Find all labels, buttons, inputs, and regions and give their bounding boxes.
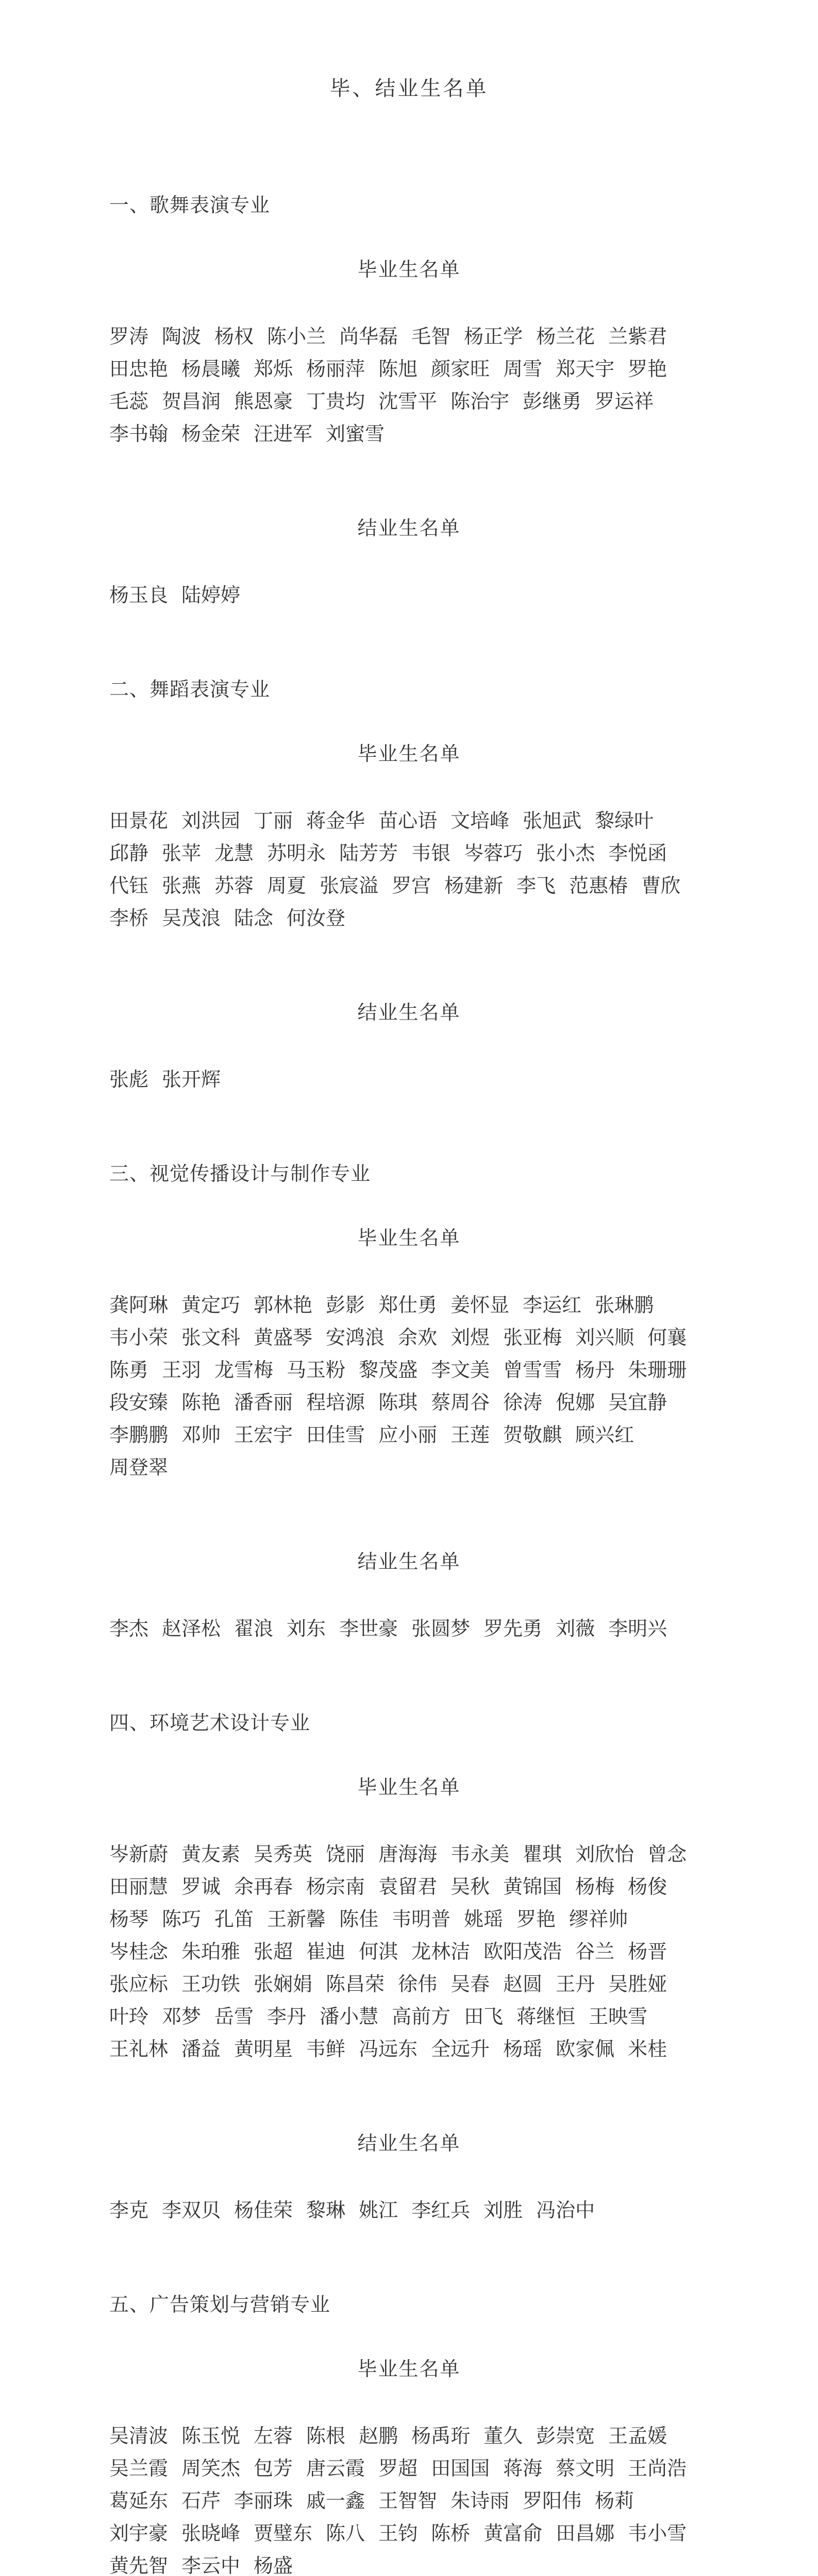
- student-name: 蔡周谷: [431, 1391, 490, 1414]
- student-name: 杨俊: [628, 1875, 667, 1898]
- student-name: 罗阳伟: [523, 2489, 582, 2512]
- student-name: 王莲: [450, 1423, 490, 1446]
- student-name: 朱珊珊: [628, 1359, 687, 1381]
- student-name: 颜家旺: [431, 358, 490, 380]
- student-name: 黄定巧: [181, 1294, 241, 1316]
- student-name: 张娴娟: [254, 1973, 313, 1995]
- student-name: 杨玉良: [109, 584, 169, 606]
- student-name: 张圆梦: [411, 1617, 471, 1640]
- student-name: 黎茂盛: [359, 1359, 418, 1381]
- student-name: 左蓉: [254, 2425, 293, 2447]
- section-heading: 二、舞蹈表演专业: [109, 678, 271, 701]
- student-name: 郭林艳: [254, 1294, 313, 1316]
- student-name: 罗涛: [109, 325, 149, 348]
- name-list: [109, 579, 709, 612]
- student-name: 韦永美: [450, 1843, 510, 1866]
- name-list: [109, 1063, 709, 1096]
- student-name: 段安臻: [109, 1391, 169, 1414]
- student-name: 杨丹: [575, 1359, 615, 1381]
- student-name: 黎琳: [306, 2199, 346, 2222]
- list-heading: 结业生名单: [357, 1550, 461, 1573]
- student-name: 李飞: [516, 874, 556, 897]
- student-name: 刘兴顺: [575, 1326, 635, 1349]
- student-name: 王孟媛: [608, 2425, 667, 2447]
- student-name: 郑烁: [254, 358, 293, 380]
- student-name: 毛智: [411, 325, 451, 348]
- student-name: 杨兰花: [536, 325, 595, 348]
- student-name: 杨莉: [595, 2489, 635, 2512]
- student-name: 黄盛琴: [254, 1326, 313, 1349]
- student-name: 张彪: [109, 1068, 149, 1091]
- student-name: 张旭武: [523, 809, 582, 832]
- sections-container: [109, 189, 709, 2576]
- student-name: 田佳雪: [306, 1423, 365, 1446]
- section-heading: 四、环境艺术设计专业: [109, 1711, 311, 1734]
- student-name: 张宸溢: [320, 874, 379, 897]
- student-name: 马玉粉: [287, 1359, 346, 1381]
- name-list: [109, 320, 709, 450]
- section-heading: 一、歌舞表演专业: [109, 194, 271, 216]
- student-name: 包芳: [254, 2457, 293, 2480]
- student-name: 黄先智: [109, 2554, 169, 2576]
- student-name: 邓梦: [162, 2005, 202, 2028]
- student-name: 应小丽: [378, 1423, 438, 1446]
- student-name: 石芹: [181, 2489, 221, 2512]
- student-name: 韦小雪: [628, 2522, 687, 2545]
- student-name: 张文科: [181, 1326, 241, 1349]
- student-name: 李鹏鹏: [109, 1423, 169, 1446]
- list-heading: 毕业生名单: [357, 1227, 461, 1249]
- student-name: 陈昌荣: [326, 1973, 385, 1995]
- student-name: 刘蜜雪: [326, 422, 385, 445]
- student-name: 张苹: [162, 842, 202, 865]
- student-name: 罗运祥: [595, 390, 654, 413]
- student-name: 丁丽: [254, 809, 293, 832]
- student-name: 刘胜: [483, 2199, 523, 2222]
- major-section: [109, 2289, 709, 2576]
- student-name: 蔡文明: [556, 2457, 615, 2480]
- student-name: 吴秋: [450, 1875, 490, 1898]
- student-name: 冯远东: [359, 2038, 418, 2060]
- student-name: 陈艳: [181, 1391, 221, 1414]
- student-name: 罗艳: [516, 1908, 556, 1930]
- student-name: 周笑杰: [181, 2457, 241, 2480]
- student-name: 全远升: [431, 2038, 490, 2060]
- student-name: 李运红: [523, 1294, 582, 1316]
- student-name: 郑天宇: [556, 358, 615, 380]
- student-name: 何襄: [647, 1326, 687, 1349]
- student-name: 张晓峰: [181, 2522, 241, 2545]
- student-name: 程培源: [306, 1391, 365, 1414]
- student-name: 杨琴: [109, 1908, 149, 1930]
- student-name: 吴兰霞: [109, 2457, 169, 2480]
- major-section: [109, 1158, 709, 1645]
- student-name: 邱静: [109, 842, 149, 865]
- student-name: 代钰: [109, 874, 149, 897]
- student-name: 张小杰: [536, 842, 595, 865]
- student-name: 赵泽松: [162, 1617, 221, 1640]
- student-name: 张应标: [109, 1973, 169, 1995]
- student-name: 杨梅: [575, 1875, 615, 1898]
- student-name: 田丽慧: [109, 1875, 169, 1898]
- student-name: 李丽珠: [234, 2489, 293, 2512]
- student-name: 李丹: [267, 2005, 307, 2028]
- student-name: 龚阿琳: [109, 1294, 169, 1316]
- list-heading: 毕业生名单: [357, 2358, 461, 2380]
- student-name: 熊恩豪: [234, 390, 293, 413]
- name-list: [109, 2420, 709, 2576]
- major-section: [109, 189, 709, 612]
- student-name: 陈勇: [109, 1359, 149, 1381]
- student-name: 欧阳茂浩: [483, 1940, 562, 1963]
- student-name: 王功铁: [181, 1973, 241, 1995]
- student-name: 董久: [483, 2425, 523, 2447]
- student-name: 罗艳: [628, 358, 667, 380]
- student-name: 陈巧: [162, 1908, 202, 1930]
- student-name: 杨禹珩: [411, 2425, 471, 2447]
- student-name: 岑新蔚: [109, 1843, 169, 1866]
- student-name: 袁留君: [378, 1875, 438, 1898]
- student-name: 蒋海: [503, 2457, 543, 2480]
- student-name: 吴春: [450, 1973, 490, 1995]
- list-heading: 毕业生名单: [357, 258, 461, 281]
- student-name: 李明兴: [608, 1617, 667, 1640]
- student-name: 田飞: [464, 2005, 504, 2028]
- student-name: 郑仕勇: [378, 1294, 438, 1316]
- student-name: 岑蓉巧: [464, 842, 523, 865]
- name-list: [109, 2194, 709, 2227]
- student-name: 曹欣: [641, 874, 681, 897]
- list-heading: 结业生名单: [357, 1001, 461, 1024]
- list-heading: 毕业生名单: [357, 742, 461, 765]
- student-name: 蒋继恒: [516, 2005, 576, 2028]
- student-name: 徐伟: [398, 1973, 438, 1995]
- student-name: 李悦函: [608, 842, 667, 865]
- student-name: 黎绿叶: [595, 809, 654, 832]
- section-heading: 五、广告策划与营销专业: [109, 2293, 331, 2316]
- student-name: 张琳鹏: [595, 1294, 654, 1316]
- student-name: 黄富俞: [483, 2522, 543, 2545]
- student-name: 罗诚: [181, 1875, 221, 1898]
- student-name: 姚瑶: [464, 1908, 504, 1930]
- student-name: 杨建新: [444, 874, 504, 897]
- student-name: 韦小荣: [109, 1326, 169, 1349]
- student-name: 杨权: [214, 325, 254, 348]
- student-name: 龙林洁: [411, 1940, 471, 1963]
- student-name: 蒋金华: [306, 809, 365, 832]
- student-name: 尚华磊: [339, 325, 398, 348]
- student-name: 吴茂浪: [162, 907, 221, 929]
- student-name: 周雪: [503, 358, 543, 380]
- student-name: 戚一鑫: [306, 2489, 365, 2512]
- student-name: 曾念: [647, 1843, 687, 1866]
- list-heading: 结业生名单: [357, 2132, 461, 2155]
- student-name: 吴清波: [109, 2425, 169, 2447]
- student-name: 杨丽萍: [306, 358, 365, 380]
- student-name: 顾兴红: [575, 1423, 635, 1446]
- student-name: 杨佳荣: [234, 2199, 293, 2222]
- student-name: 李世豪: [339, 1617, 398, 1640]
- student-name: 陈旭: [378, 358, 418, 380]
- student-name: 李桥: [109, 907, 149, 929]
- student-name: 龙慧: [214, 842, 254, 865]
- student-name: 贺昌润: [162, 390, 221, 413]
- student-name: 高前方: [392, 2005, 451, 2028]
- student-name: 韦鲜: [306, 2038, 346, 2060]
- student-name: 杨盛: [254, 2554, 293, 2576]
- student-name: 田忠艳: [109, 358, 169, 380]
- student-name: 陶波: [162, 325, 202, 348]
- student-name: 韦银: [411, 842, 451, 865]
- name-list: [109, 1613, 709, 1645]
- student-name: 杨宗南: [306, 1875, 365, 1898]
- student-name: 谷兰: [575, 1940, 615, 1963]
- section-heading: 三、视觉传播设计与制作专业: [109, 1162, 371, 1185]
- student-name: 陈佳: [339, 1908, 379, 1930]
- student-name: 朱珀雅: [181, 1940, 241, 1963]
- student-name: 潘小慧: [320, 2005, 379, 2028]
- student-name: 邓帅: [181, 1423, 221, 1446]
- student-name: 何汝登: [287, 907, 346, 929]
- student-name: 张燕: [162, 874, 202, 897]
- student-name: 吴秀英: [254, 1843, 313, 1866]
- student-name: 张开辉: [162, 1068, 221, 1091]
- student-name: 朱诗雨: [450, 2489, 510, 2512]
- student-name: 岳雪: [214, 2005, 254, 2028]
- list-heading: 毕业生名单: [357, 1776, 461, 1799]
- student-name: 李克: [109, 2199, 149, 2222]
- student-name: 罗先勇: [483, 1617, 543, 1640]
- student-name: 王礼林: [109, 2038, 169, 2060]
- student-name: 赵圆: [503, 1973, 543, 1995]
- student-name: 何淇: [359, 1940, 398, 1963]
- student-name: 周登翠: [109, 1456, 169, 1479]
- student-name: 黄友素: [181, 1843, 241, 1866]
- student-name: 李双贝: [162, 2199, 221, 2222]
- student-name: 余再春: [234, 1875, 293, 1898]
- student-name: 刘煜: [450, 1326, 490, 1349]
- student-name: 刘宇豪: [109, 2522, 169, 2545]
- student-name: 陆念: [234, 907, 274, 929]
- student-name: 徐涛: [503, 1391, 543, 1414]
- student-name: 文培峰: [450, 809, 510, 832]
- student-name: 陈治宇: [450, 390, 510, 413]
- student-name: 汪进军: [254, 422, 313, 445]
- student-name: 陈桥: [431, 2522, 471, 2545]
- student-name: 苏明永: [267, 842, 326, 865]
- student-name: 田昌娜: [556, 2522, 615, 2545]
- name-list: [109, 805, 709, 935]
- student-name: 陈玉悦: [181, 2425, 241, 2447]
- student-name: 杨金荣: [181, 422, 241, 445]
- student-name: 黄锦国: [503, 1875, 562, 1898]
- list-heading: 结业生名单: [357, 517, 461, 539]
- student-name: 欧家佩: [556, 2038, 615, 2060]
- student-name: 翟浪: [234, 1617, 274, 1640]
- name-list: [109, 1838, 709, 2065]
- student-name: 李文美: [431, 1359, 490, 1381]
- student-name: 刘洪园: [181, 809, 241, 832]
- student-name: 彭影: [326, 1294, 365, 1316]
- student-name: 杨正学: [464, 325, 523, 348]
- student-name: 罗宫: [392, 874, 431, 897]
- student-name: 姜怀显: [450, 1294, 510, 1316]
- student-name: 贾璧东: [254, 2522, 313, 2545]
- student-name: 李书翰: [109, 422, 169, 445]
- student-name: 吴胜娅: [608, 1973, 667, 1995]
- student-name: 李云中: [181, 2554, 241, 2576]
- student-name: 陈琪: [378, 1391, 418, 1414]
- student-name: 崔迪: [306, 1940, 346, 1963]
- student-name: 苗心语: [378, 809, 438, 832]
- student-name: 王羽: [162, 1359, 202, 1381]
- name-list: [109, 1289, 709, 1484]
- major-section: [109, 1707, 709, 2227]
- student-name: 王宏宇: [234, 1423, 293, 1446]
- student-name: 赵鹏: [359, 2425, 398, 2447]
- document-title: 毕、结业生名单: [329, 77, 489, 100]
- student-name: 王丹: [556, 1973, 595, 1995]
- student-name: 瞿琪: [523, 1843, 562, 1866]
- student-name: 陆芳芳: [339, 842, 398, 865]
- student-name: 安鸿浪: [326, 1326, 385, 1349]
- student-name: 姚江: [359, 2199, 398, 2222]
- student-name: 吴宜静: [608, 1391, 667, 1414]
- student-name: 陈八: [326, 2522, 365, 2545]
- student-name: 饶丽: [326, 1843, 365, 1866]
- student-name: 余欢: [398, 1326, 438, 1349]
- student-name: 张超: [254, 1940, 293, 1963]
- student-name: 王尚浩: [628, 2457, 687, 2480]
- student-name: 王映雪: [589, 2005, 648, 2028]
- student-name: 倪娜: [556, 1391, 595, 1414]
- student-name: 张亚梅: [503, 1326, 562, 1349]
- student-name: 李杰: [109, 1617, 149, 1640]
- student-name: 刘薇: [556, 1617, 595, 1640]
- student-name: 范惠椿: [569, 874, 628, 897]
- student-name: 曾雪雪: [503, 1359, 562, 1381]
- student-name: 彭崇宽: [536, 2425, 595, 2447]
- student-name: 唐云霞: [306, 2457, 365, 2480]
- student-name: 刘欣怡: [575, 1843, 635, 1866]
- student-name: 王钧: [378, 2522, 418, 2545]
- student-name: 彭继勇: [523, 390, 582, 413]
- student-name: 贺敬麒: [503, 1423, 562, 1446]
- major-section: [109, 673, 709, 1096]
- student-name: 兰紫君: [608, 325, 667, 348]
- student-name: 田国国: [431, 2457, 490, 2480]
- student-name: 潘香丽: [234, 1391, 293, 1414]
- student-name: 杨晋: [628, 1940, 667, 1963]
- student-name: 韦明普: [392, 1908, 451, 1930]
- student-name: 孔笛: [214, 1908, 254, 1930]
- student-name: 周夏: [267, 874, 307, 897]
- student-name: 龙雪梅: [214, 1359, 274, 1381]
- student-name: 李红兵: [411, 2199, 471, 2222]
- student-name: 冯治中: [536, 2199, 595, 2222]
- student-name: 米桂: [628, 2038, 667, 2060]
- student-name: 陆婷婷: [181, 584, 241, 606]
- student-name: 杨晨曦: [181, 358, 241, 380]
- student-name: 罗超: [378, 2457, 418, 2480]
- student-name: 潘益: [181, 2038, 221, 2060]
- student-name: 刘东: [287, 1617, 326, 1640]
- student-name: 黄明星: [234, 2038, 293, 2060]
- student-name: 唐海海: [378, 1843, 438, 1866]
- student-name: 杨瑶: [503, 2038, 543, 2060]
- student-name: 王智智: [378, 2489, 438, 2512]
- student-name: 毛蕊: [109, 390, 149, 413]
- student-name: 叶玲: [109, 2005, 149, 2028]
- student-name: 田景花: [109, 809, 169, 832]
- student-name: 沈雪平: [378, 390, 438, 413]
- student-name: 王新馨: [267, 1908, 326, 1930]
- student-name: 苏蓉: [214, 874, 254, 897]
- student-name: 葛延东: [109, 2489, 169, 2512]
- student-name: 陈小兰: [267, 325, 326, 348]
- student-name: 陈根: [306, 2425, 346, 2447]
- student-name: 岑桂念: [109, 1940, 169, 1963]
- student-name: 缪祥帅: [569, 1908, 628, 1930]
- student-name: 丁贵均: [306, 390, 365, 413]
